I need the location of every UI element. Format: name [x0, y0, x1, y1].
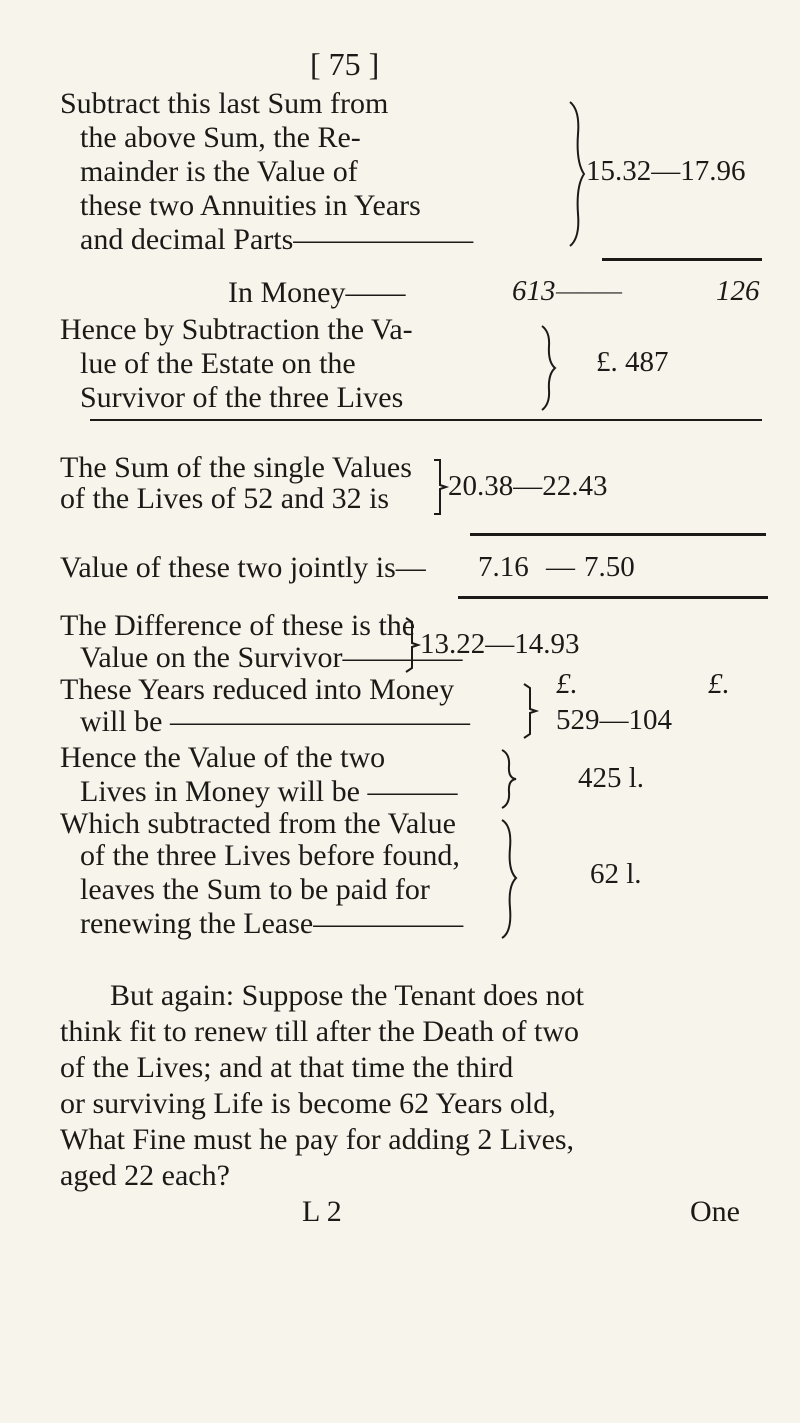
jointly-label: Value of these two jointly is— [60, 551, 426, 584]
block1-line-2: the above Sum, the Re- [80, 121, 361, 154]
money-value-1: 613 [512, 275, 556, 307]
block6-value: 425 l. [578, 762, 645, 794]
signature-mark: L 2 [302, 1195, 342, 1228]
block3-rule [470, 533, 766, 536]
block4-line-1: The Difference of these is the [60, 609, 416, 642]
money-value-2: 126 [716, 275, 760, 307]
block5-line-1: These Years reduced into Money [60, 673, 455, 706]
block4-currency-1: £. [556, 668, 578, 700]
block1-brace [566, 100, 586, 250]
block1-line-4: these two Annuities in Years [80, 189, 421, 222]
block7-line-3: leaves the Sum to be paid for [80, 873, 430, 906]
block1-line-1: Subtract this last Sum from [60, 87, 389, 120]
block4-currency-2: £. [708, 668, 730, 700]
block7-brace [498, 818, 518, 940]
jointly-rule [458, 596, 768, 599]
jointly-value-1: 7.16 [478, 551, 529, 583]
jointly-dash: — [546, 551, 575, 583]
block2-line-3: Survivor of the three Lives [80, 381, 404, 414]
block5-line-2: will be —————————— [80, 705, 470, 738]
block3-value: 20.38—22.43 [448, 470, 608, 502]
block6-line-2: Lives in Money will be ——— [80, 775, 458, 808]
block5-brace [522, 682, 538, 740]
paragraph-line-6: aged 22 each? [60, 1159, 230, 1192]
block1-rule [602, 258, 762, 261]
block6-line-1: Hence the Value of the two [60, 741, 386, 774]
block2-rule [90, 419, 762, 421]
block7-line-2: of the three Lives before found, [80, 839, 460, 872]
block4-brace [404, 616, 420, 674]
block7-line-4: renewing the Lease————— [80, 907, 464, 940]
block4-line-2: Value on the Survivor———— [80, 641, 463, 674]
paragraph-line-4: or surviving Life is become 62 Years old, [60, 1087, 556, 1120]
money-label: In Money—— [228, 276, 406, 309]
page-number: [ 75 ] [310, 46, 380, 82]
paragraph-line-1: But again: Suppose the Tenant does not [110, 979, 584, 1012]
paragraph-line-2: think fit to renew till after the Death of two [60, 1015, 580, 1048]
block5-value: 529—104 [556, 704, 672, 736]
catchword: One [690, 1195, 740, 1228]
paragraph-line-5: What Fine must he pay for adding 2 Lives, [60, 1123, 575, 1156]
block7-line-1: Which subtracted from the Value [60, 807, 456, 840]
block3-line-1: The Sum of the single Values [60, 451, 412, 484]
block2-value: £. 487 [596, 346, 669, 378]
block3-brace [432, 458, 448, 516]
block2-line-1: Hence by Subtraction the Va- [60, 313, 413, 346]
block2-brace [538, 324, 558, 412]
jointly-value-2: 7.50 [584, 551, 635, 583]
money-dash: ——— [556, 278, 622, 303]
block7-value: 62 l. [590, 858, 642, 890]
block3-line-2: of the Lives of 52 and 32 is [60, 482, 390, 515]
paragraph-line-3: of the Lives; and at that time the third [60, 1051, 514, 1084]
block1-value: 15.32—17.96 [586, 155, 746, 187]
block1-line-3: mainder is the Value of [80, 155, 358, 188]
block2-line-2: lue of the Estate on the [80, 347, 356, 380]
block4-value: 13.22—14.93 [420, 628, 580, 660]
block1-line-5: and decimal Parts—————— [80, 223, 474, 256]
block6-brace [500, 748, 518, 810]
